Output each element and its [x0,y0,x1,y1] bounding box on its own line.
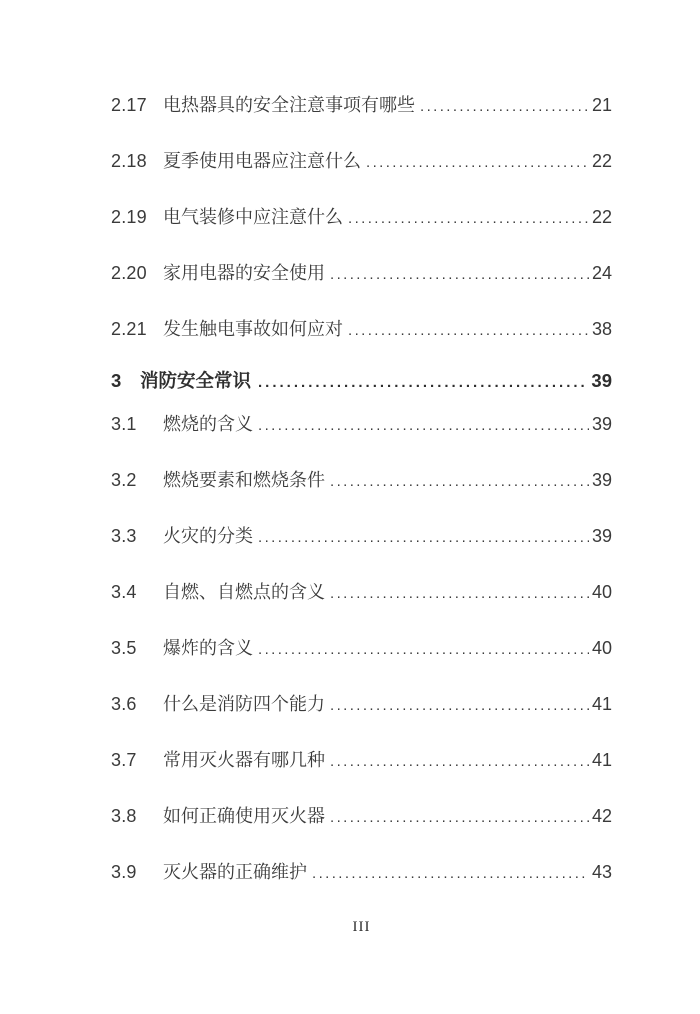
toc-entry-number: 2.18 [111,151,147,171]
toc-dot-leader [330,806,589,828]
toc-entry-number: 2.17 [111,95,147,115]
toc-dot-leader [258,638,589,660]
toc-entry-number: 3.6 [111,694,137,714]
toc-entry-title: 燃烧要素和燃烧条件 [163,470,325,490]
toc-entry-number: 3.9 [111,862,137,882]
toc-entry-page: 39 [591,414,612,434]
toc-entry [111,582,612,604]
toc-entry-number: 3.2 [111,470,137,490]
toc-entry [111,750,612,772]
toc-entry-title: 火灾的分类 [163,526,253,546]
toc-entry-title: 家用电器的安全使用 [163,263,325,283]
toc-entry-page: 39 [591,526,612,546]
toc-entry [111,862,612,884]
toc-entry-title: 燃烧的含义 [163,414,253,434]
toc-entry-page: 39 [591,470,612,490]
toc-entry-title: 常用灭火器有哪几种 [163,750,325,770]
page-number: III [352,919,371,935]
toc-entry [111,414,612,436]
toc-entry [111,151,612,173]
toc-entry-title: 电热器具的安全注意事项有哪些 [163,95,415,115]
toc-entry-page: 21 [591,95,612,115]
toc-entry-page: 39 [591,370,612,391]
toc-entry-number: 3 [111,370,122,391]
toc-dot-leader [366,151,589,173]
toc-entry-number: 3.8 [111,806,137,826]
toc-entry-number: 3.3 [111,526,137,546]
toc-entry-number: 3.5 [111,638,137,658]
toc-entry-title: 消防安全常识 [140,370,252,391]
toc-entry-page: 40 [591,582,612,602]
toc-entry [111,370,612,393]
toc-dot-leader [330,694,589,716]
toc-dot-leader [420,95,589,117]
toc-entry [111,319,612,341]
toc-entry-title: 什么是消防四个能力 [163,694,325,714]
toc-entry-page: 41 [591,694,612,714]
toc-dot-leader [258,370,585,393]
toc-entry-title: 自燃、自燃点的含义 [163,582,325,602]
toc-entry-page: 42 [591,806,612,826]
toc-entry [111,806,612,828]
toc-entry-page: 24 [591,263,612,283]
toc-entry [111,207,612,229]
toc-entry-number: 3.1 [111,414,137,434]
toc-entry-page: 22 [591,151,612,171]
toc-entry-title: 灭火器的正确维护 [163,862,307,882]
toc-entry [111,694,612,716]
toc-dot-leader [258,526,589,548]
toc-entry-title: 如何正确使用灭火器 [163,806,325,826]
toc-entry [111,263,612,285]
toc-dot-leader [330,750,589,772]
toc-dot-leader [258,414,589,436]
toc-entry [111,526,612,548]
toc-entry-number: 2.19 [111,207,147,227]
toc-entry-page: 40 [591,638,612,658]
toc-entry-title: 夏季使用电器应注意什么 [163,151,361,171]
toc-dot-leader [348,207,589,229]
page-footer [111,918,612,936]
toc-dot-leader [330,582,589,604]
toc-entry-number: 2.21 [111,319,147,339]
toc-entry-page: 22 [591,207,612,227]
toc-entry-title: 电气装修中应注意什么 [163,207,343,227]
toc-dot-leader [330,263,589,285]
toc-dot-leader [330,470,589,492]
toc-entry [111,638,612,660]
toc-dot-leader [312,862,589,884]
toc-dot-leader [348,319,589,341]
toc-list [111,95,612,884]
toc-entry-page: 43 [591,862,612,882]
toc-entry-number: 2.20 [111,263,147,283]
toc-entry-page: 41 [591,750,612,770]
toc-entry [111,95,612,117]
toc-entry-page: 38 [591,319,612,339]
toc-entry-title: 发生触电事故如何应对 [163,319,343,339]
toc-entry-title: 爆炸的含义 [163,638,253,658]
toc-entry-number: 3.7 [111,750,137,770]
toc-entry [111,470,612,492]
toc-entry-number: 3.4 [111,582,137,602]
